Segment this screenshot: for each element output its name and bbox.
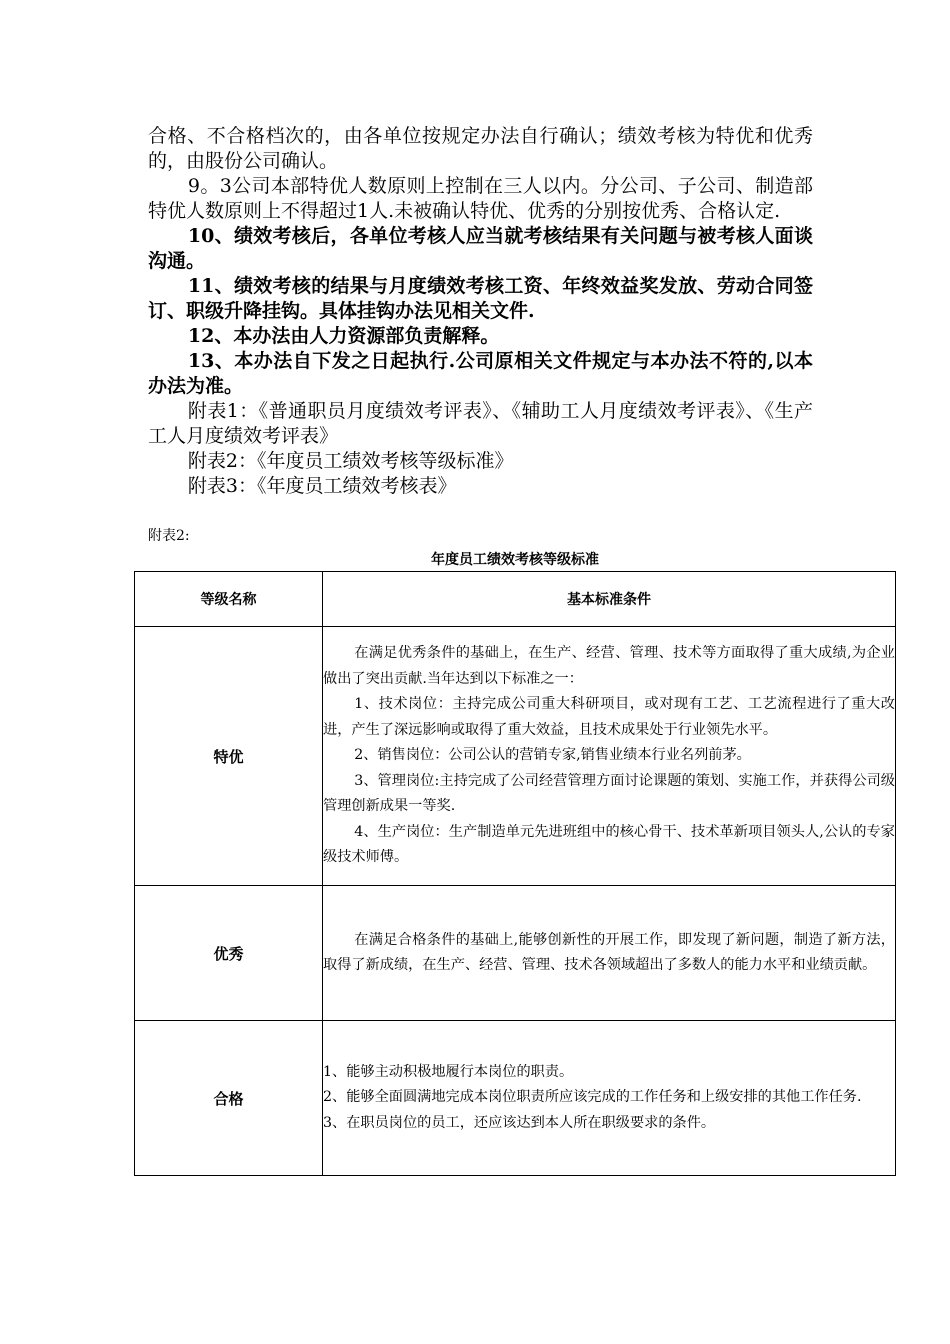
paragraph: 12、本办法由人力资源部负责解释。 [187, 325, 500, 347]
appendix-label: 附表2: [148, 528, 190, 544]
condition-text: 2、销售岗位：公司公认的营销专家,销售业绩本行业名列前茅。 [354, 747, 751, 764]
body-text [148, 124, 813, 499]
paragraph: 附表3：《年度员工绩效考核表》 [187, 475, 457, 497]
conditions-cell [323, 886, 896, 1021]
level-cell: 合格 [135, 1021, 323, 1176]
conditions-cell [323, 627, 896, 886]
conditions-cell [323, 1021, 896, 1176]
table-title: 年度员工绩效考核等级标准 [431, 552, 599, 568]
paragraph: 11、绩效考核的结果与月度绩效考核工资、年终效益奖发放、劳动合同签订、职级升降挂钩。具体挂钩办法见相关文件. [148, 275, 813, 322]
condition-text: 1、能够主动积极地履行本岗位的职责。 [323, 1063, 574, 1080]
table-row [135, 627, 896, 886]
paragraph: 附表2：《年度员工绩效考核等级标准》 [187, 450, 514, 472]
paragraph: 13、本办法自下发之日起执行.公司原相关文件规定与本办法不符的,以本办法为准。 [148, 350, 813, 397]
condition-text: 4、生产岗位：生产制造单元先进班组中的核心骨干、技术革新项目领头人,公认的专家级技术师傅。 [323, 823, 895, 866]
paragraph: 10、绩效考核后，各单位考核人应当就考核结果有关问题与被考核人面谈沟通。 [148, 225, 813, 272]
grade-standard-table [134, 571, 896, 1176]
table-row [135, 1021, 896, 1176]
condition-text: 2、能够全面圆满地完成本岗位职责所应该完成的工作任务和上级安排的其他工作任务. [323, 1089, 862, 1106]
paragraph: 9。3公司本部特优人数原则上控制在三人以内。分公司、子公司、制造部特优人数原则上不得超过1人.未被确认特优、优秀的分别按优秀、合格认定. [148, 175, 813, 222]
table-header-row [135, 572, 896, 627]
paragraph: 附表1：《普通职员月度绩效考评表》、《辅助工人月度绩效考评表》、《生产工人月度绩效考评表》 [148, 400, 813, 447]
condition-text: 1、技术岗位：主持完成公司重大科研项目，或对现有工艺、工艺流程进行了重大改进，产生了深远影响或取得了重大效益，且技术成果处于行业领先水平。 [323, 696, 895, 738]
level-cell: 特优 [135, 627, 323, 886]
level-cell: 优秀 [135, 886, 323, 1021]
header-level-name: 等级名称 [135, 572, 323, 627]
table-row [135, 886, 896, 1021]
paragraph: 合格、不合格档次的，由各单位按规定办法自行确认；绩效考核为特优和优秀的，由股份公司确认。 [148, 125, 813, 172]
condition-text: 3、在职员岗位的员工，还应该达到本人所在职级要求的条件。 [323, 1114, 716, 1131]
header-conditions: 基本标准条件 [323, 572, 896, 627]
condition-text: 3、管理岗位:主持完成了公司经营管理方面讨论课题的策划、实施工作，并获得公司级管理创新成果一等奖. [323, 772, 895, 815]
condition-text: 在满足合格条件的基础上,能够创新性的开展工作，即发现了新问题，制造了新方法，取得了新成绩，在生产、经营、管理、技术各领域超出了多数人的能力水平和业绩贡献。 [323, 931, 895, 973]
condition-text: 在满足优秀条件的基础上，在生产、经营、管理、技术等方面取得了重大成绩,为企业做出了突出贡献.当年达到以下标准之一： [323, 645, 895, 687]
